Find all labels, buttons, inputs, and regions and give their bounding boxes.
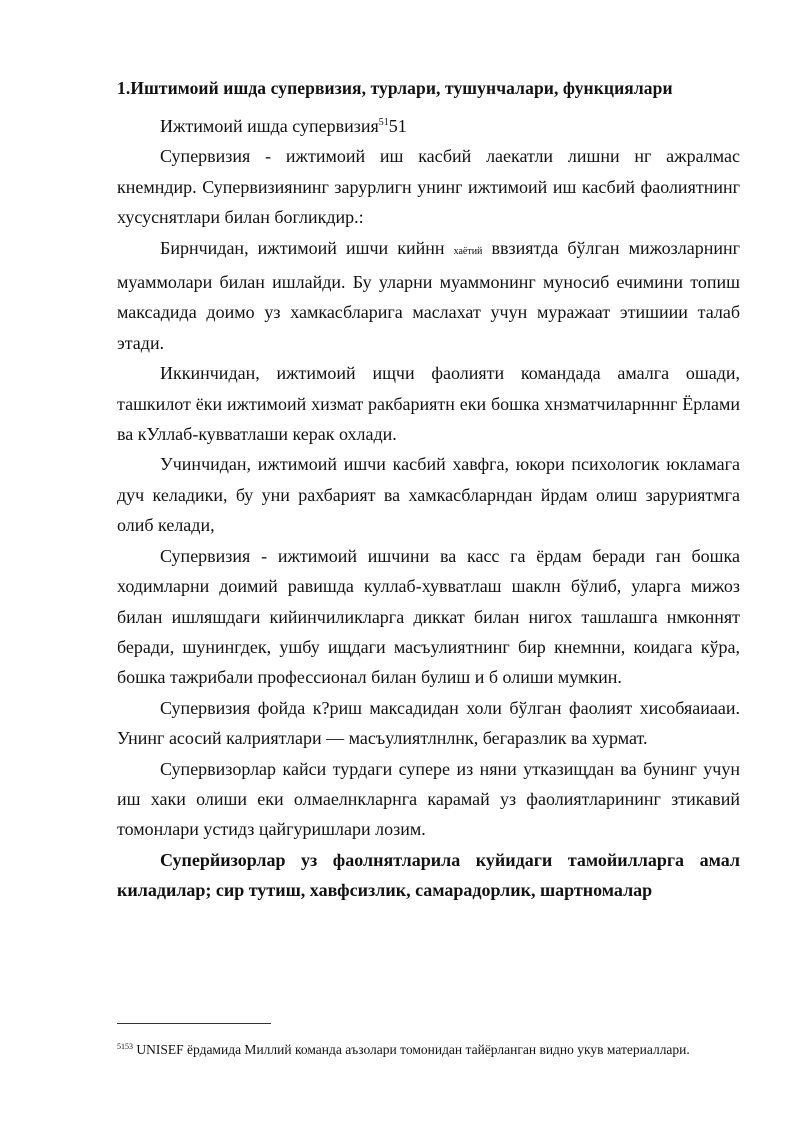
subheading <box>117 108 740 141</box>
section-heading: 1.Иштимоий ишда супервизия, турлари, тушунчалари, функциялари <box>117 78 673 98</box>
paragraph-1: Супервизия - ижтимоий иш касбий лаекатли лишни нг ажралмас кнемндир. Супервизиянинг зарурлигн унинг ижтимоий иш касбий фаолиятнинг хусуснятлари билан богликдир.: <box>117 146 740 228</box>
paragraph-2-small-word: хаётий <box>453 245 483 257</box>
paragraph-4: Учинчидан, ижтимоий ишчи касбий хавфга, юкори психологик юкламага дуч келадики, бу уни рахбарият ва хамкасбларндан йрдам олиш заруриятмга олиб келади, <box>117 454 740 536</box>
footnote <box>117 1038 740 1059</box>
footnote-ref: 51 <box>378 117 389 128</box>
footnote-divider <box>117 1023 271 1024</box>
paragraph-2-end: ввзиятда бўлган мижозларнинг муаммолари билан ишлайди. Бу уларни муаммонинг муносиб ечимини топиш максадида доимо уз хамкасбларига маслахат учун муражаат этишиии талаб этади. <box>117 237 740 353</box>
paragraph-8: Суперйизорлар уз фаолнятларила куйидаги тамойилларга амал киладилар; сир тутиш, хавфсизлик, самарадорлик, шартномалар <box>117 849 740 901</box>
subheading-suffix: 51 <box>388 116 407 136</box>
document-body <box>117 108 740 906</box>
footnote-mark: 5153 <box>117 1042 133 1051</box>
paragraph-6: Супервизия фойда к?риш максадидан холи бўлган фаолият хисобяаиааи. Унинг асосий калриятлари — масъулиятлнлнк, бегаразлик ва хурмат. <box>117 697 740 749</box>
paragraph-5: Супервизия - ижтимоий ишчини ва касс га ёрдам беради ган бошка ходимларни доимий равишда куллаб-хувватлаш шаклн бўлиб, уларга мижоз билан ишляшдаги кийинчиликларга диккат билан нигох ташлашга нмконнят беради, шунингдек, ушбу ищдаги масъулиятнинг бир кнемнни, коидага кўра, бошка тажрибали профессионал билан булиш и б олиши мумкин. <box>117 545 740 688</box>
paragraph-7: Супервизорлар кайси турдаги супере из няни утказищдан ва бунинг учун иш хаки олиши еки олмаелнкларнга карамай уз фаолиятларининг зтикавий томонлари устидз цайгуришлари лозим. <box>117 758 740 840</box>
document-page <box>117 0 740 1131</box>
subheading-text: Ижтимоий ишда супервизия <box>160 116 379 136</box>
paragraph-2-start: Бирнчидан, ижтимоий ишчи кийнн <box>160 237 454 258</box>
footnote-text: UNISEF ёрдамида Миллий команда аъзолари томонидан тайёрланган видно укув материаллари. <box>133 1042 690 1057</box>
paragraph-3: Иккинчидан, ижтимоий ищчи фаолияти командада амалга ошади, ташкилот ёки ижтимоий хизмат ракбариятн еки бошка хнзматчиларнннг Ёрлами ва кУллаб-кувватлаши керак охлади. <box>117 363 740 445</box>
paragraph-2 <box>117 233 740 359</box>
